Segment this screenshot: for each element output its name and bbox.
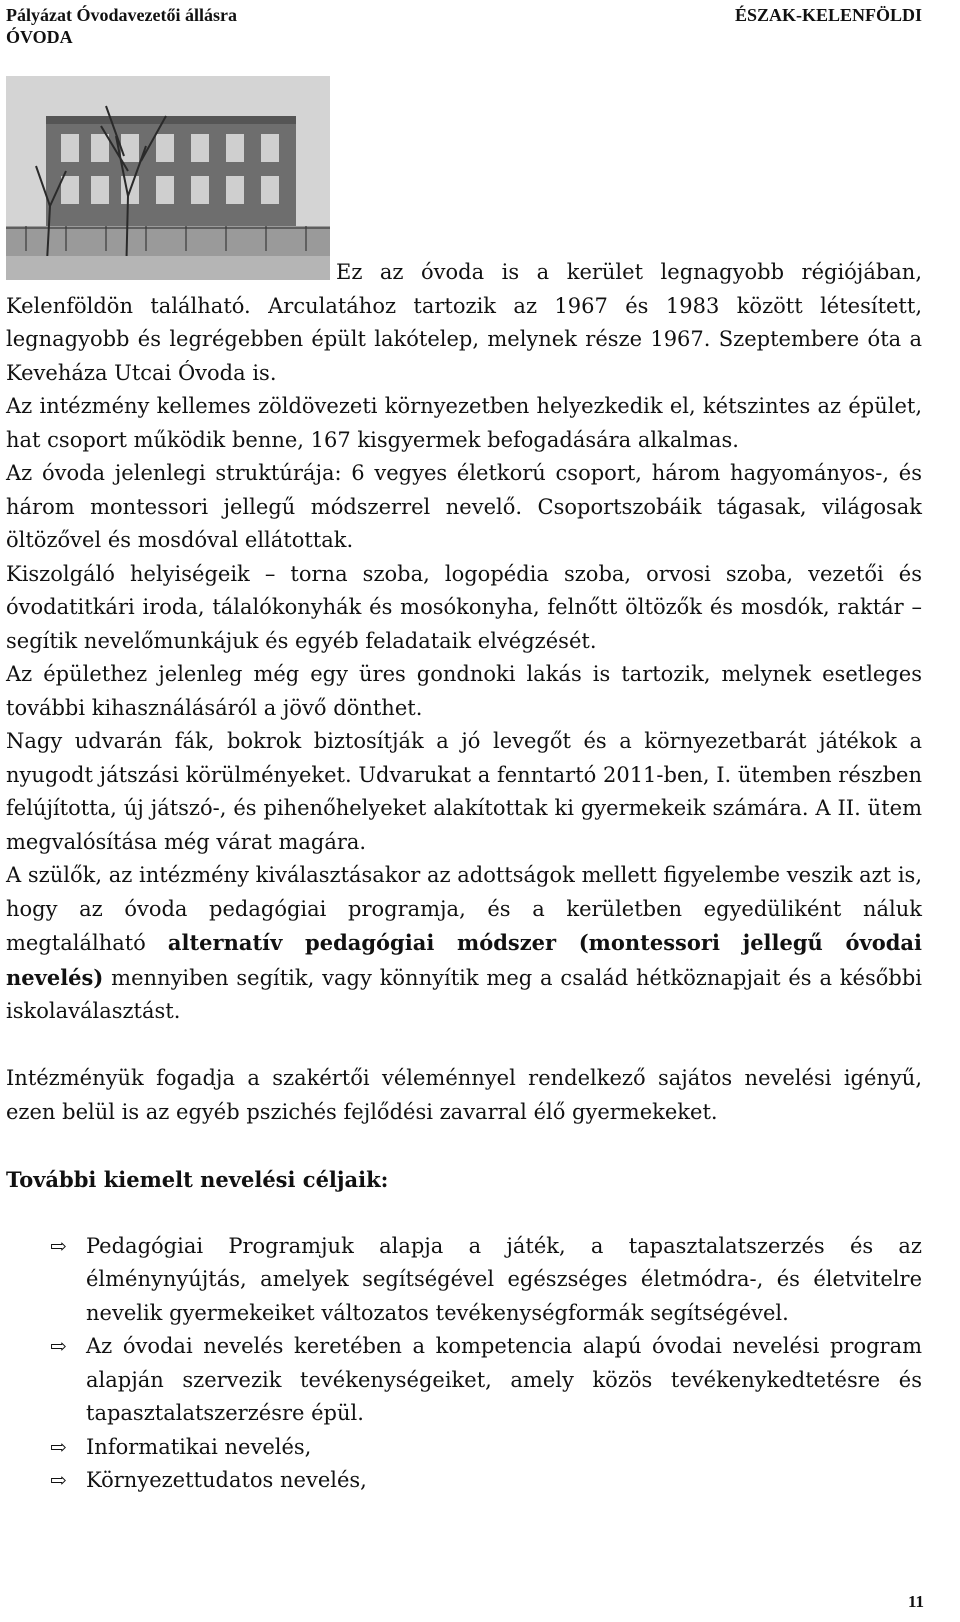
- paragraph-environment: Az intézmény kellemes zöldövezeti környezetben helyezkedik el, kétszintes az épület, hat csoport működik benne, 167 kisgyermek befogadására alkalmas.: [6, 394, 922, 452]
- goals-list: [6, 1230, 922, 1498]
- outlined-arrow-right-icon: ⇨: [50, 1233, 67, 1258]
- outlined-arrow-right-icon: ⇨: [50, 1468, 67, 1492]
- paragraph-yard: Nagy udvarán fák, bokrok biztosítják a jó levegőt és a környezetbarát játékok a nyugodt játszási körülményeket. Udvarukat a fenntartó 2011-ben, I. ütemben részben felújította, új játszó-, és pihenőhelyeket alakítottak ki gyermekeik számára. A II. ütem megvalósítása még várat magára.: [6, 729, 922, 854]
- outlined-arrow-right-icon: ⇨: [50, 1334, 67, 1358]
- list-item: ⇨ Az óvodai nevelés keretében a kompetencia alapú óvodai nevelési program alapján szervezik tevékenységeiket, amely közös tevékenykedtetésre és tapasztalatszerzésre épül.: [6, 1330, 922, 1431]
- header-subtitle: ÓVODA: [6, 27, 73, 47]
- paragraph-parents-start: A szülők, az intézmény kiválasztásakor az adottságok mellett figyelembe veszik azt is, hogy az óvoda pedagógiai programja, és a kerületben egyedüliként náluk megtalálható: [6, 863, 922, 955]
- paragraph-parents-bold: alternatív pedagógiai módszer (montessori jellegű óvodai nevelés): [6, 930, 922, 990]
- building-photo: [6, 76, 330, 280]
- section-title: További kiemelt nevelési céljaik:: [6, 1166, 389, 1192]
- page-number: 11: [907, 1592, 924, 1611]
- paragraph-special-needs: Intézményük fogadja a szakértői véleménnyel rendelkező sajátos nevelési igényű, ezen belül is az egyéb pszichés fejlődési zavarral élő gyermekeket.: [6, 1066, 922, 1124]
- outlined-arrow-right-icon: ⇨: [50, 1434, 67, 1459]
- building-photo-illustration: [6, 76, 330, 280]
- list-item: ⇨ Informatikai nevelés,: [6, 1431, 922, 1465]
- paragraph-parents-end: mennyiben segítik, vagy könnyítik meg a család hétköznapjait és a későbbi iskolaválasztást.: [6, 965, 922, 1023]
- list-item: ⇨ Pedagógiai Programjuk alapja a játék, a tapasztalatszerzés és az élménynyújtás, amelyek segítségével egészséges életmódra-, és életvitelre nevelik gyermekeiket változatos tevékenységformák segítségével.: [6, 1230, 922, 1331]
- document-body: [6, 256, 922, 1498]
- photo-float-spacer: [6, 256, 336, 284]
- header-district: ÉSZAK-KELENFÖLDI: [734, 5, 922, 25]
- paragraph-rooms: Kiszolgáló helyiségeik – torna szoba, logopédia szoba, orvosi szoba, vezetői és óvodatitkári iroda, tálalókonyhák és mosókonyha, felnőtt öltözők és mosdók, raktár – segítik nevelőmunkájuk és egyéb feladataik elvégzését.: [6, 561, 922, 653]
- paragraph-parents: [6, 859, 922, 1029]
- list-item: ⇨ Környezettudatos nevelés,: [6, 1464, 922, 1498]
- paragraph-apartment: Az épülethez jelenleg még egy üres gondnoki lakás is tartozik, melynek esetleges további kihasználásáról a jövő dönthet.: [6, 662, 922, 720]
- spacer: [6, 1196, 922, 1230]
- spacer: [6, 1029, 922, 1063]
- header-left: [6, 4, 237, 48]
- paragraph-structure: Az óvoda jelenlegi struktúrája: 6 vegyes életkorú csoport, három hagyományos-, és három montessori jellegű módszerrel nevelő. Csoportszobáik tágasak, világosak öltözővel és mosdóval ellátottak.: [6, 461, 922, 552]
- paragraph-location: Ez az óvoda is a kerület legnagyobb régiójában, Kelenföldön található. Arculatához tartozik az 1967 és 1983 között létesített, legnagyobb és legrégebben épült lakótelep, melynek része 1967. Szeptembere óta a Keveháza Utcai Óvoda is.: [6, 260, 922, 385]
- spacer: [6, 1129, 922, 1163]
- header-title: Pályázat Óvodavezetői állásra: [6, 5, 237, 25]
